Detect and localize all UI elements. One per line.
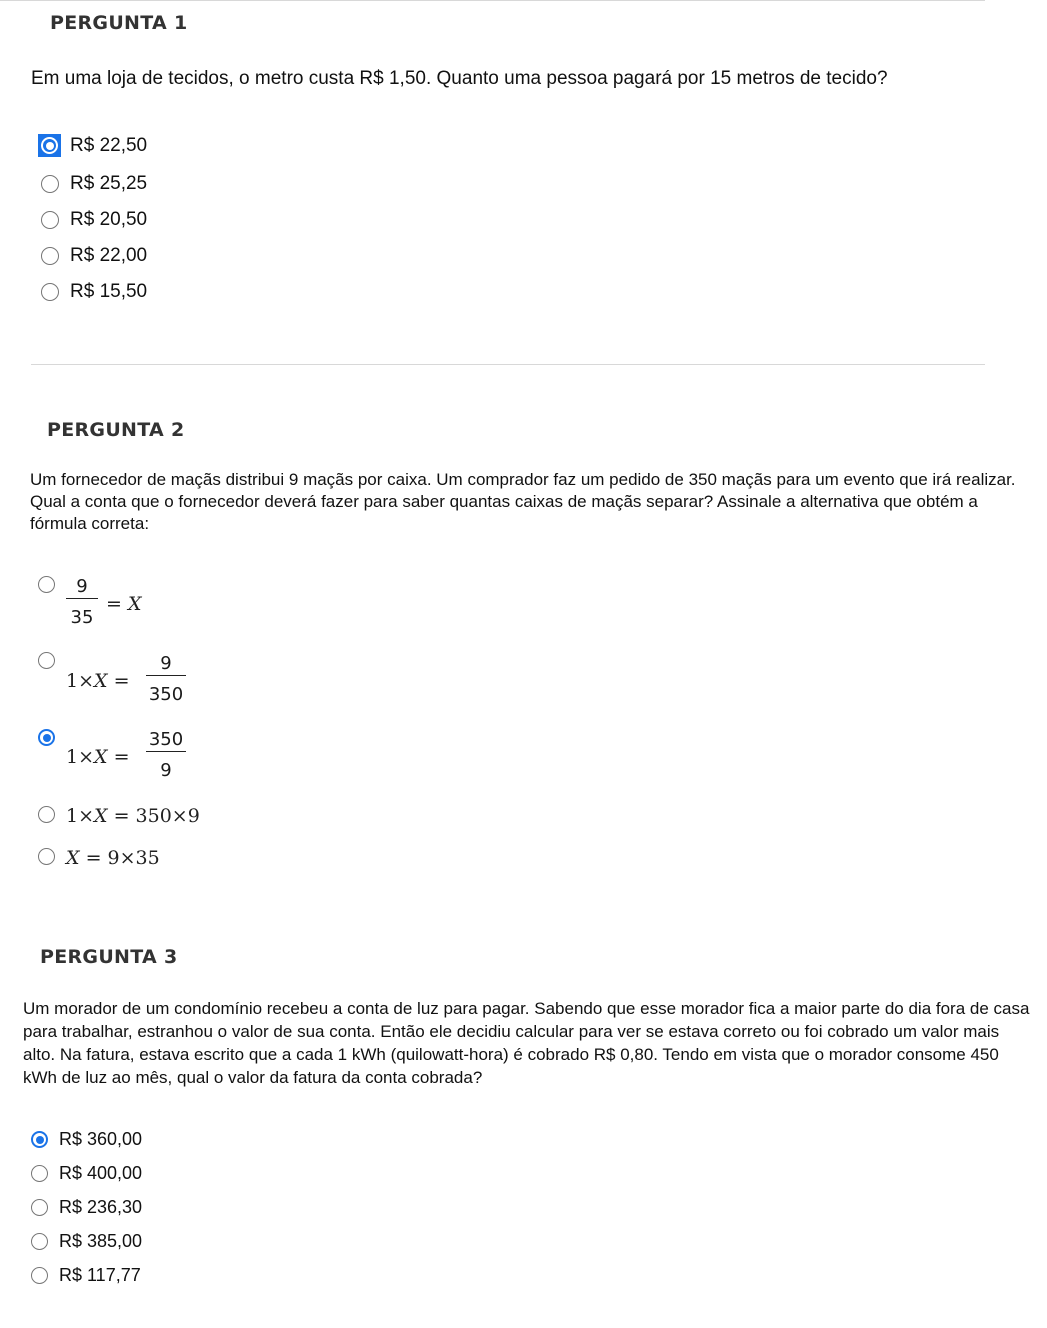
top-divider [0, 0, 985, 1]
option-label: R$ 360,00 [59, 1129, 143, 1149]
q1-option-2[interactable] [41, 173, 147, 195]
q3-option-5[interactable] [31, 1265, 141, 1286]
radio-button-selected[interactable] [38, 729, 55, 746]
q1-option-1[interactable] [38, 134, 147, 157]
q1-option-5[interactable] [41, 281, 147, 303]
equation-lhs: 1×X = [66, 670, 130, 692]
fraction-bar [146, 751, 186, 752]
q1-option-4[interactable] [41, 245, 147, 267]
question-2-title: PERGUNTA 2 [47, 419, 185, 441]
option-label: R$ 15,50 [70, 281, 148, 302]
question-1-text: Em uma loja de tecidos, o metro custa R$ 1,50. Quanto uma pessoa pagará por 15 metros de tecido? [31, 68, 888, 89]
equation: X = 9×35 [66, 847, 160, 869]
radio-button[interactable] [41, 175, 59, 193]
radio-button[interactable] [31, 1233, 48, 1250]
fraction-bar [146, 675, 186, 676]
q3-option-1[interactable] [31, 1129, 142, 1150]
option-label: R$ 400,00 [59, 1163, 143, 1183]
question-3-text: Um morador de um condomínio recebeu a conta de luz para pagar. Sabendo que esse morador fica a maior parte do dia fora de casa para trabalhar, estranhou o valor de sua conta. Então ele decidiu calcular para ver se estava correto ou foi cobrado um valor mais alto. Na fatura, estava escrito que a cada 1 kWh (quilowatt-hora) é cobrado R$ 0,80. Tendo em vista que o morador consome 450 kWh de luz ao mês, qual o valor da fatura da conta cobrada? [23, 999, 1030, 1087]
denominator: 9 [160, 760, 172, 782]
denominator: 35 [70, 607, 94, 629]
q3-option-4[interactable] [31, 1231, 142, 1252]
option-label: R$ 20,50 [70, 209, 148, 230]
radio-button[interactable] [31, 1267, 48, 1284]
equation-rhs: = X [106, 593, 142, 615]
question-divider [31, 364, 985, 365]
numerator: 350 [148, 729, 184, 750]
radio-button[interactable] [38, 652, 55, 669]
radio-button[interactable] [38, 806, 55, 823]
question-3-title: PERGUNTA 3 [40, 946, 178, 968]
option-label: R$ 22,00 [70, 245, 148, 266]
question-1-title: PERGUNTA 1 [50, 12, 188, 34]
numerator: 9 [160, 653, 172, 674]
option-label: R$ 25,25 [70, 173, 148, 194]
radio-focus-ring[interactable] [38, 134, 61, 157]
q1-option-3[interactable] [41, 209, 147, 231]
radio-button[interactable] [31, 1199, 48, 1216]
fraction [146, 729, 186, 781]
radio-button[interactable] [41, 211, 59, 229]
question-2-text: Um fornecedor de maçãs distribui 9 maçãs por caixa. Um comprador faz um pedido de 350 maçãs para um evento que irá realizar. Qual a conta que o fornecedor deverá fazer para saber quantas caixas de maçãs separar? Assinale a alternativa que obtém a fórmula correta: [30, 470, 1016, 533]
option-label: R$ 22,50 [70, 134, 148, 156]
option-label: R$ 385,00 [59, 1231, 143, 1251]
q3-option-2[interactable] [31, 1163, 142, 1184]
radio-button[interactable] [38, 848, 55, 865]
radio-button[interactable] [41, 283, 59, 301]
radio-button[interactable] [38, 576, 55, 593]
fraction [146, 653, 186, 705]
radio-button[interactable] [41, 247, 59, 265]
radio-button-selected[interactable] [41, 137, 58, 154]
fraction [66, 576, 98, 628]
fraction-bar [66, 598, 98, 599]
equation: 1×X = 350×9 [66, 805, 200, 827]
q3-option-3[interactable] [31, 1197, 142, 1218]
denominator: 350 [148, 684, 184, 706]
numerator: 9 [76, 576, 88, 597]
equation-lhs: 1×X = [66, 746, 130, 768]
radio-button-selected[interactable] [31, 1131, 48, 1148]
option-label: R$ 117,77 [59, 1265, 141, 1285]
radio-button[interactable] [31, 1165, 48, 1182]
option-label: R$ 236,30 [59, 1197, 143, 1217]
